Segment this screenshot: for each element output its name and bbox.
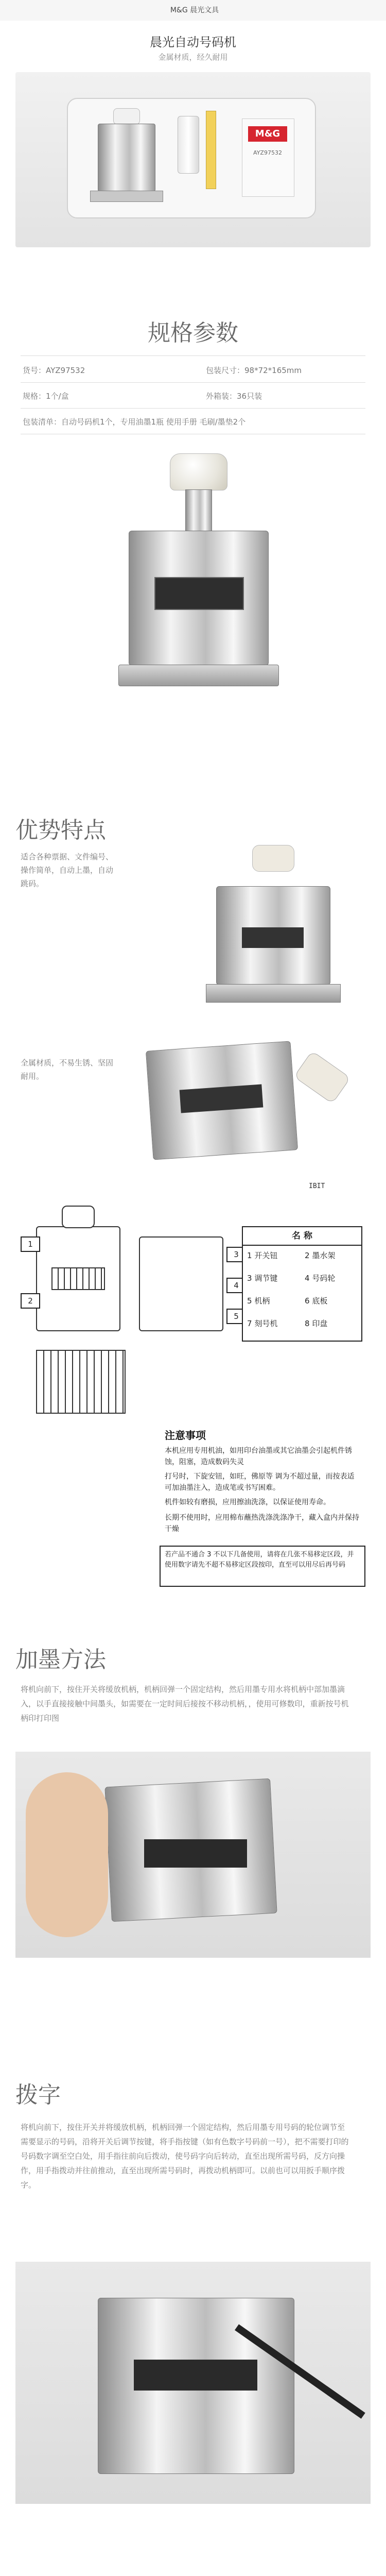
part-num: 7 xyxy=(247,1319,252,1328)
box-label: AYZ97532 xyxy=(253,149,282,156)
part-row-5 xyxy=(247,1295,270,1306)
knob-small xyxy=(252,845,294,872)
inking-text: 将机向前下，按住开关将缓放机柄，机柄回弹一个固定结构，然后用墨专用水将机柄中部加墨滴入，以手直接接触中间墨头，如需要在一定时间后接按不移动机柄，，使用可修数印，重新按号机柄印打印图 xyxy=(21,1685,349,1723)
specs-title: 规格参数 xyxy=(148,320,238,346)
part-row-3 xyxy=(247,1273,277,1283)
part-num: 1 xyxy=(247,1251,252,1260)
dial-photo xyxy=(15,2262,371,2504)
part-name: 开关钮 xyxy=(254,1251,278,1260)
dial-text: 将机向前下，按住开关并将缓放机柄，机柄回弹一个固定结构，然后用墨专用号码的轮位调节至需要显示的号码，沿将开关后调节按键，将手指按键（如有色数字号码前一号），把不需要打印的号码数字调至空白处，用手指往前向后拨动，使号码字向后转动，直至出现所需号码，反方向操作，用手指拨动并往前推动，直至出现所需号码时，再拨动机柄即可。以前也可以用扳手顺序拨字。 xyxy=(21,2123,349,2190)
feature-2-text: 全属材质，不易生锈、坚固耐用。 xyxy=(21,1058,114,1081)
spec-divider-2 xyxy=(21,408,365,409)
notice-item-2: 打号时，下旋安钮，如旺，佛原等 调为不超过量，而按表适可加油墨注入，造成笔或书写困难。 xyxy=(165,1472,355,1492)
part-name: 底板 xyxy=(312,1296,328,1306)
machine-body xyxy=(98,124,155,192)
brush-item xyxy=(206,111,216,189)
spec-size: 包装尺寸：98*72*165mm xyxy=(206,366,302,375)
diagram-bottom-drawing xyxy=(36,1350,126,1414)
machine-knob xyxy=(113,108,140,125)
machine-base xyxy=(90,191,163,202)
part-name: 墨水架 xyxy=(312,1251,336,1260)
part-row-2 xyxy=(305,1250,335,1261)
callout-2: 2 xyxy=(21,1293,40,1309)
brand-logo: M&G 晨光文具 xyxy=(170,6,219,14)
base-small xyxy=(206,984,341,1003)
advantages-title: 优势特点 xyxy=(15,817,106,843)
part-name: 号码轮 xyxy=(312,1274,336,1283)
part-row-1 xyxy=(247,1250,277,1261)
digits-small xyxy=(242,927,304,948)
callout-4: 4 xyxy=(226,1278,246,1293)
part-num: 6 xyxy=(305,1296,310,1306)
numbering-machine-image xyxy=(87,108,165,206)
base-plate xyxy=(118,665,279,686)
part-num: 3 xyxy=(247,1274,252,1283)
stem xyxy=(185,489,212,532)
notice-item-1: 本机应用专用机油，如用印台油墨或其它油墨会引起机件锈蚀，阻塞，造成数码失灵 xyxy=(165,1447,352,1466)
part-num: 8 xyxy=(305,1319,310,1328)
inking-digits xyxy=(144,1839,247,1868)
spec-divider-top xyxy=(21,355,365,356)
knob-top xyxy=(170,453,227,490)
part-row-6 xyxy=(305,1295,327,1306)
dial-digits xyxy=(134,2360,257,2391)
diagram-knob-left xyxy=(62,1206,95,1228)
part-row-7 xyxy=(247,1318,277,1329)
inking-photo xyxy=(15,1752,371,1958)
inking-title: 加墨方法 xyxy=(15,1647,106,1673)
notice-item-3: 机件如较有磨损，应用擦油洗涤，以保证使用寿命。 xyxy=(165,1498,330,1506)
parts-diagram xyxy=(21,1206,365,1422)
dial-title: 拨字 xyxy=(15,2082,61,2108)
box-logo: M&G xyxy=(248,126,287,142)
callout-3: 3 xyxy=(226,1247,246,1262)
product-photo-large xyxy=(113,453,283,696)
part-num: 2 xyxy=(305,1251,310,1260)
tilted-knob xyxy=(294,1050,351,1104)
digit-window xyxy=(154,577,244,610)
diagram-drawing-right xyxy=(139,1236,223,1331)
notice-title: 注意事项 xyxy=(165,1429,206,1442)
spec-model: 货号：AYZ97532 xyxy=(23,366,85,375)
product-subtitle: 金属材质，经久耐用 xyxy=(158,53,228,62)
callout-5: 5 xyxy=(226,1309,246,1324)
part-name: 调节键 xyxy=(254,1274,278,1283)
product-title: 晨光自动号码机 xyxy=(150,35,236,49)
diagram-digits-left xyxy=(51,1267,105,1290)
parts-table-header: 名 称 xyxy=(243,1227,361,1246)
part-name: 印盘 xyxy=(312,1319,328,1328)
stamp-sample-text: IBIT xyxy=(309,1182,325,1190)
callout-1: 1 xyxy=(21,1236,40,1252)
part-row-4 xyxy=(305,1273,335,1283)
feature-1-image xyxy=(196,845,350,1015)
spec-package-list: 包装清单：自动号码机1个，专用油墨1瓶 使用手册 毛刷/墨垫2个 xyxy=(23,417,246,427)
spec-pack: 规格：1个/盒 xyxy=(23,392,69,401)
feature-1-text: 适合各种票据、文件编号、操作简单，自动上墨，自动跳码。 xyxy=(21,852,114,888)
part-num: 5 xyxy=(247,1296,252,1306)
part-num: 4 xyxy=(305,1274,310,1283)
inking-hand xyxy=(26,1772,108,1937)
feature-2-image xyxy=(118,1030,365,1185)
spec-box-qty: 外箱装：36只装 xyxy=(206,392,262,401)
spec-divider-1 xyxy=(21,382,365,383)
notice-item-4: 长期不使用时，应用棉布蘸热洗涤洗涤净干，藏入盒内并保持干燥 xyxy=(165,1514,359,1533)
part-name: 机柄 xyxy=(254,1296,270,1306)
parts-table xyxy=(242,1226,362,1342)
part-row-8 xyxy=(305,1318,327,1329)
notice-warning-box: 若产品不通合 3 不以下几备使用，请将在几张不易移定区段，并使用数字请先不超不易移定区段按印，直至可以用尽后再号码 xyxy=(160,1546,365,1587)
ink-bottle xyxy=(178,116,199,174)
part-name: 刻号机 xyxy=(254,1319,278,1328)
